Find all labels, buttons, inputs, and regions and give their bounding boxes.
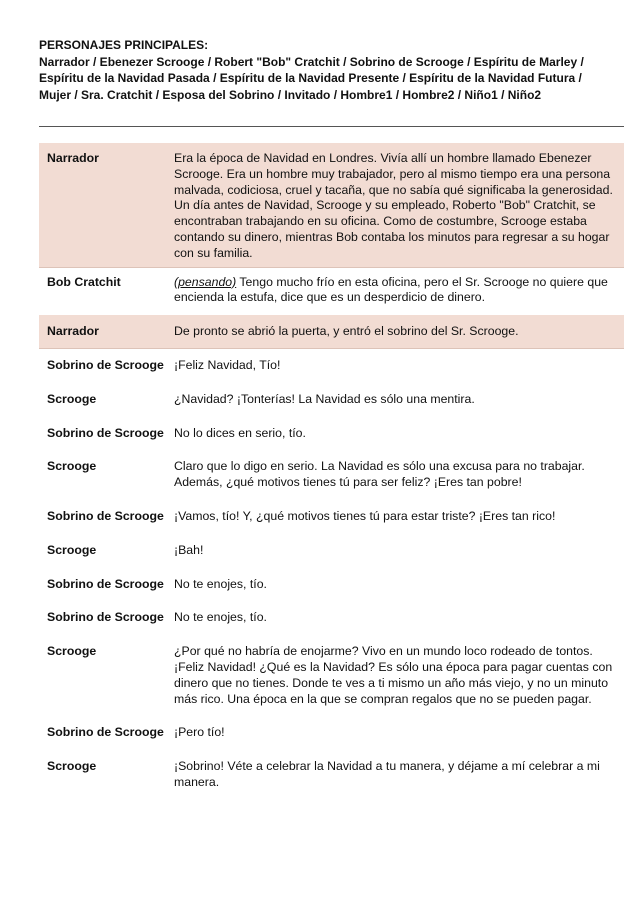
dialogue-text: ¿Por qué no habría de enojarme? Vivo en un mundo loco rodeado de tontos. ¡Feliz Navidad! ¿Qué es la Navidad? Es sólo una época para pagar cuentas con dinero que no tienes. Donde te ves a ti mismo un año más viejo, y no un minuto más rico. Una época en la que se compran regalos que no se pueden pagar. <box>174 644 613 706</box>
speaker-label: Sobrino de Scrooge <box>47 576 164 591</box>
dialogue-text: ¡Feliz Navidad, Tío! <box>174 357 281 372</box>
dialogue-text: No te enojes, tío. <box>174 610 267 625</box>
script-row-7 <box>39 450 624 500</box>
characters-header <box>39 37 609 103</box>
dialogue-text: No te enojes, tío. <box>174 576 267 591</box>
script-row-5 <box>39 383 624 417</box>
speaker-label: Bob Cratchit <box>47 274 121 289</box>
script-row-13 <box>39 716 624 750</box>
script-row-11 <box>39 601 624 635</box>
header-title: PERSONAJES PRINCIPALES: <box>39 38 209 52</box>
script-row-6 <box>39 417 624 451</box>
dialogue-text: ¡Sobrino! Véte a celebrar la Navidad a tu manera, y déjame a mí celebrar a mi manera. <box>174 759 600 789</box>
dialogue-text: ¡Bah! <box>174 542 204 557</box>
dialogue-text: ¿Navidad? ¡Tonterías! La Navidad es sólo una mentira. <box>174 391 475 406</box>
script-row-1 <box>39 143 624 268</box>
dialogue-text: No lo dices en serio, tío. <box>174 425 306 440</box>
script-row-2 <box>39 268 624 316</box>
character-list: Narrador / Ebenezer Scrooge / Robert "Bob" Cratchit / Sobrino de Scrooge / Espíritu de Marley / Espíritu de la Navidad Pasada / Espíritu de la Navidad Presente / Espíritu de la Navidad Futura / Mujer / Sra. Cratchit / Esposa del Sobrino / Invitado / Hombre1 / Hombre2 / Niño1 / Niño2 <box>39 54 584 102</box>
dialogue-text <box>174 275 624 307</box>
speaker-label: Sobrino de Scrooge <box>47 610 164 625</box>
script-row-10 <box>39 568 624 602</box>
speaker-label: Sobrino de Scrooge <box>47 357 164 372</box>
dialogue-text: Era la época de Navidad en Londres. Vivía allí un hombre llamado Ebenezer Scrooge. Era un hombre muy trabajador, pero al mismo tiempo era una persona malvada, codiciosa, cruel y tacaña, que no sabía qué significaba la generosidad. Un día antes de Navidad, Scrooge y su empleado, Roberto "Bob" Cratchit, se encontraban trabajando en su oficina. Como de costumbre, Scrooge estaba contando su dinero, mientras Bob contaba los minutos para regresar a su hogar con su familia. <box>174 151 613 260</box>
speaker-label: Scrooge <box>47 391 97 406</box>
speaker-label: Scrooge <box>47 542 97 557</box>
script-row-14 <box>39 750 624 800</box>
header-divider <box>39 126 624 127</box>
speaker-label: Sobrino de Scrooge <box>47 508 164 523</box>
dialogue-line: Tengo mucho frío en esta oficina, pero el Sr. Scrooge no quiere que encienda la estufa, dice que es un desperdicio de dinero. <box>174 274 608 305</box>
script-row-3 <box>39 315 624 349</box>
script-row-9 <box>39 534 624 568</box>
dialogue-text: De pronto se abrió la puerta, y entró el sobrino del Sr. Scrooge. <box>174 324 519 339</box>
script-row-8 <box>39 500 624 534</box>
speaker-label: Sobrino de Scrooge <box>47 425 164 440</box>
stage-direction: (pensando) <box>174 274 237 289</box>
dialogue-text: Claro que lo digo en serio. La Navidad es sólo una excusa para no trabajar. Además, ¿qué motivos tienes tú para ser feliz? ¡Eres tan pobre! <box>174 459 585 490</box>
speaker-label: Narrador <box>47 151 99 165</box>
speaker-label: Sobrino de Scrooge <box>47 725 164 740</box>
script-table <box>39 143 624 800</box>
script-row-4 <box>39 349 624 383</box>
speaker-label: Scrooge <box>47 644 97 659</box>
speaker-label: Scrooge <box>47 459 97 474</box>
dialogue-text: ¡Vamos, tío! Y, ¿qué motivos tienes tú para estar triste? ¡Eres tan rico! <box>174 508 556 523</box>
speaker-label: Narrador <box>47 324 99 339</box>
script-row-12 <box>39 635 624 716</box>
dialogue-text: ¡Pero tío! <box>174 725 225 740</box>
speaker-label: Scrooge <box>47 759 97 774</box>
